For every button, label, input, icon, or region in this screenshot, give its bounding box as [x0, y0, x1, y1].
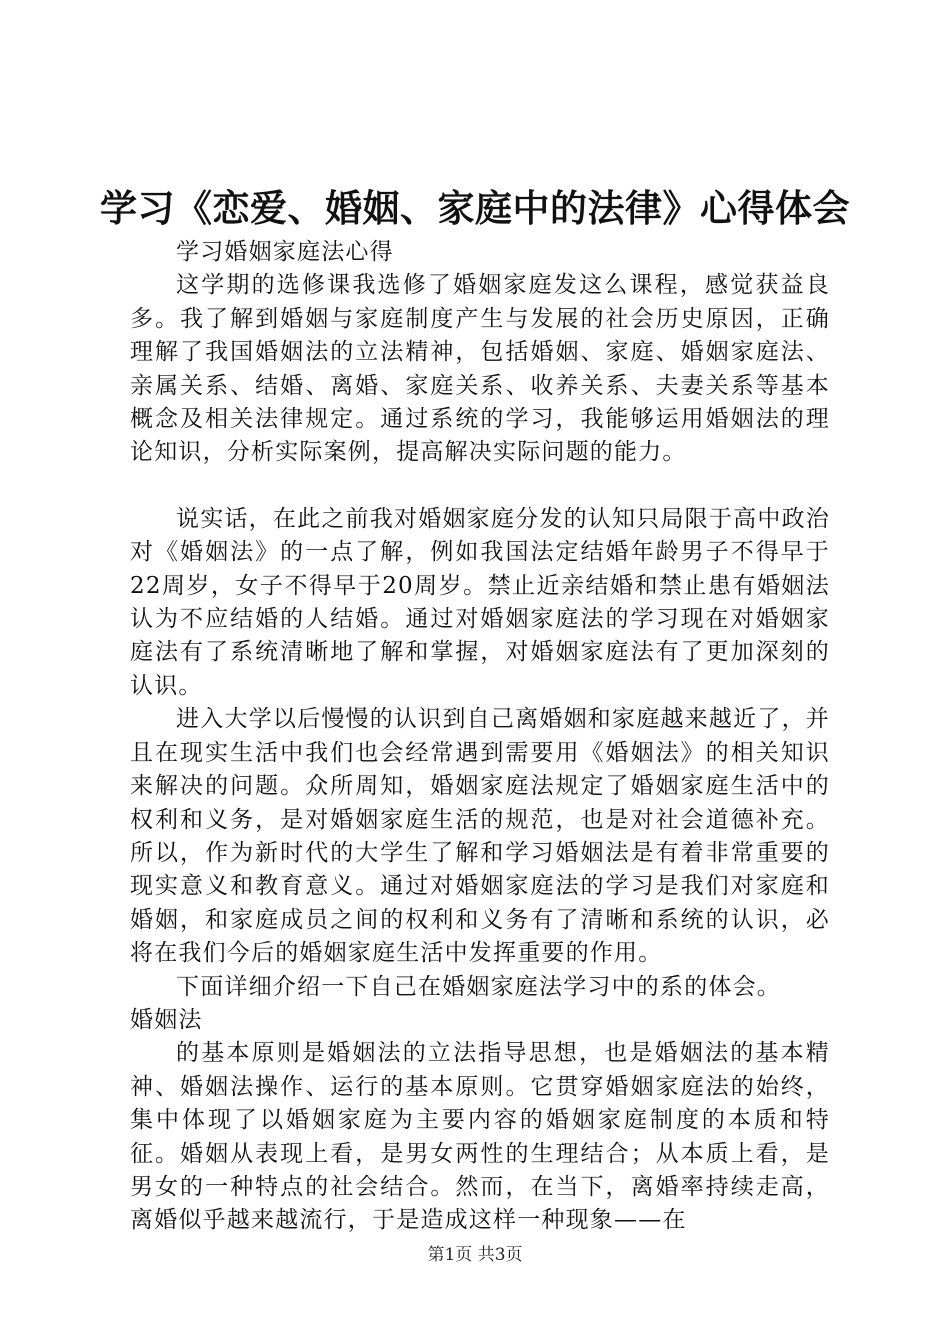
- document-title: 学习《恋爱、婚姻、家庭中的法律》心得体会: [100, 187, 850, 230]
- paragraph-5: 的基本原则是婚姻法的立法指导思想，也是婚姻法的基本精神、婚姻法操作、运行的基本原则。它贯穿婚姻家庭法的始终，集中体现了以婚姻家庭为主要内容的婚姻家庭制度的本质和特征。婚姻从表现上看，是男女两性的生理结合；从本质上看，是男女的一种特点的社会结合。然而，在当下，离婚率持续走高，离婚似乎越来越流行，于是造成这样一种现象——在: [130, 1040, 830, 1234]
- subtitle: 学习婚姻家庭法心得: [176, 239, 394, 265]
- section-heading: 婚姻法: [130, 1006, 203, 1033]
- paragraph-1: 这学期的选修课我选修了婚姻家庭发这么课程，感觉获益良多。我了解到婚姻与家庭制度产生与发展的社会历史原因，正确理解了我国婚姻法的立法精神，包括婚姻、家庭、婚姻家庭法、亲属关系、结婚、离婚、家庭关系、收养关系、夫妻关系等基本概念及相关法律规定。通过系统的学习，我能够运用婚姻法的理论知识，分析实际案例，提高解决实际问题的能力。: [130, 272, 830, 466]
- paragraph-3: 进入大学以后慢慢的认识到自己离婚姻和家庭越来越近了，并且在现实生活中我们也会经常遇到需要用《婚姻法》的相关知识来解决的问题。众所周知，婚姻家庭法规定了婚姻家庭生活中的权利和义务，是对婚姻家庭生活的规范，也是对社会道德补充。所以，作为新时代的大学生了解和学习婚姻法是有着非常重要的现实意义和教育意义。通过对婚姻家庭法的学习是我们对家庭和婚姻，和家庭成员之间的权利和义务有了清晰和系统的认识，必将在我们今后的婚姻家庭生活中发挥重要的作用。: [130, 706, 830, 967]
- page-footer: 第1页 共3页: [427, 1245, 523, 1265]
- document-body: [130, 236, 830, 1238]
- paragraph-2: 说实话，在此之前我对婚姻家庭分发的认知只局限于高中政治对《婚姻法》的一点了解，例如我国法定结婚年龄男子不得早于22周岁，女子不得早于20周岁。禁止近亲结婚和禁止患有婚姻法认为不应结婚的人结婚。通过对婚姻家庭法的学习现在对婚姻家庭法有了系统清晰地了解和掌握，对婚姻家庭法有了更加深刻的认识。: [130, 505, 830, 699]
- paragraph-gap: [130, 470, 830, 503]
- paragraph-4: 下面详细介绍一下自己在婚姻家庭法学习中的系的体会。: [176, 973, 781, 1000]
